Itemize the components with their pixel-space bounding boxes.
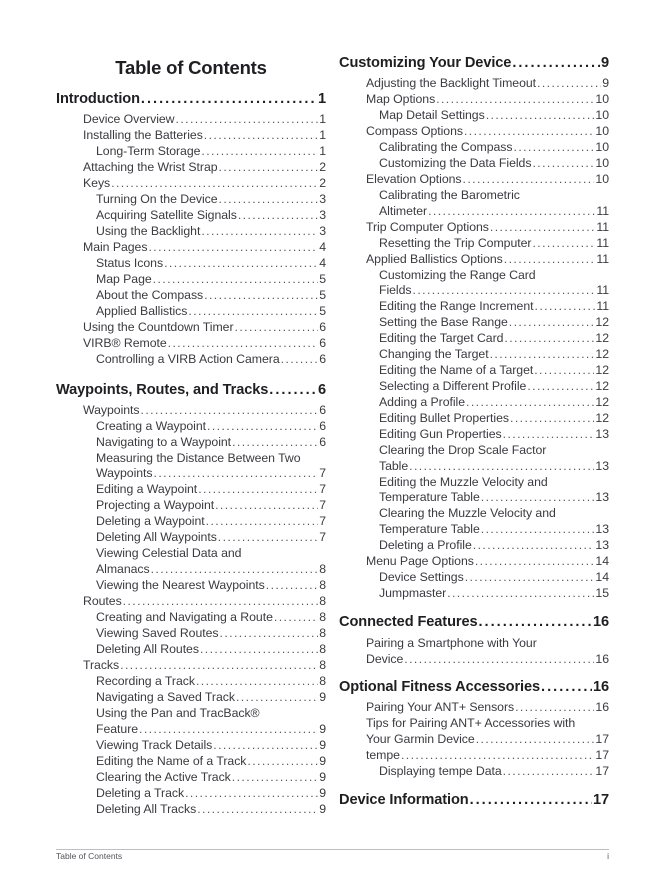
toc-entry[interactable]: [96, 144, 326, 158]
toc-entry[interactable]: [96, 690, 326, 704]
toc-text: Adding a Profile: [379, 395, 466, 409]
toc-entry[interactable]: [366, 124, 609, 138]
toc-page: 3: [319, 224, 326, 238]
toc-text: Editing a Waypoint: [96, 482, 198, 496]
toc-page: 6: [319, 352, 326, 366]
toc-entry[interactable]: [96, 562, 326, 576]
footer-page-number: i: [607, 851, 609, 861]
toc-text: Tips for Pairing ANT+ Accessories with: [366, 716, 576, 730]
toc-entry[interactable]: [379, 379, 609, 393]
toc-page: 6: [319, 403, 326, 417]
toc-section-device-information[interactable]: [339, 792, 609, 808]
toc-text-continued: Altimeter: [379, 204, 428, 218]
toc-text: Map Detail Settings: [379, 108, 485, 122]
toc-entry[interactable]: [379, 459, 609, 473]
toc-text: Device Information: [339, 792, 469, 808]
toc-page: 9: [319, 754, 326, 768]
toc-text: Using the Backlight: [96, 224, 201, 238]
toc-page: 14: [595, 554, 609, 568]
toc-entry[interactable]: [366, 252, 609, 266]
toc-text: Trip Computer Options: [366, 220, 489, 234]
toc-page: 2: [319, 160, 326, 174]
toc-text: Deleting a Track: [96, 786, 185, 800]
toc-text: Device Settings: [379, 570, 464, 584]
toc-page: 3: [319, 208, 326, 222]
toc-text: tempe: [366, 748, 400, 762]
toc-page: 13: [595, 490, 609, 504]
toc-page: 1: [319, 128, 326, 142]
toc-entry[interactable]: [379, 156, 609, 170]
toc-page: 9: [319, 690, 326, 704]
toc-entry[interactable]: [379, 363, 609, 377]
toc-page: 13: [595, 538, 609, 552]
toc-page: 10: [595, 156, 609, 170]
toc-text: Editing Bullet Properties: [379, 411, 509, 425]
toc-entry[interactable]: [379, 427, 609, 441]
toc-text: Calibrating the Compass: [379, 140, 513, 154]
toc-page: 6: [319, 435, 326, 449]
toc-entry[interactable]: [83, 240, 326, 254]
toc-text: Attaching the Wrist Strap: [83, 160, 218, 174]
toc-text: Device Overview: [83, 112, 175, 126]
toc-page: 1: [319, 112, 326, 126]
toc-entry[interactable]: [96, 530, 326, 544]
toc-text: Turning On the Device: [96, 192, 218, 206]
toc-text: Viewing Track Details: [96, 738, 213, 752]
toc-entry[interactable]: [96, 192, 326, 206]
toc-page: 2: [319, 176, 326, 190]
toc-text: Editing Gun Properties: [379, 427, 502, 441]
toc-entry[interactable]: [366, 172, 609, 186]
toc-text: Selecting a Different Profile: [379, 379, 527, 393]
toc-entry[interactable]: [366, 700, 609, 714]
toc-text: Deleting a Profile: [379, 538, 472, 552]
toc-text: Displaying tempe Data: [379, 764, 502, 778]
toc-entry-first-line[interactable]: [96, 546, 326, 560]
toc-entry[interactable]: [96, 208, 326, 222]
toc-text: VIRB® Remote: [83, 336, 167, 350]
toc-text: Measuring the Distance Between Two: [96, 451, 301, 465]
toc-entry[interactable]: [83, 128, 326, 142]
toc-text: Long-Term Storage: [96, 144, 201, 158]
toc-page: 12: [595, 331, 609, 345]
toc-page: 11: [596, 283, 609, 297]
toc-text: Pairing a Smartphone with Your: [366, 636, 537, 650]
toc-entry[interactable]: [96, 754, 326, 768]
toc-page: 5: [319, 304, 326, 318]
toc-text-continued: Device: [366, 652, 404, 666]
toc-entry[interactable]: [83, 112, 326, 126]
toc-entry-first-line[interactable]: [366, 636, 609, 650]
footer-divider: [56, 849, 609, 850]
toc-entry[interactable]: [379, 347, 609, 361]
toc-page: 6: [319, 419, 326, 433]
toc-text: Waypoints: [83, 403, 140, 417]
toc-text: Clearing the Drop Scale Factor: [379, 443, 547, 457]
toc-text: Jumpmaster: [379, 586, 447, 600]
toc-text: Creating and Navigating a Route: [96, 610, 273, 624]
toc-page: 13: [595, 522, 609, 536]
toc-page: 13: [595, 459, 609, 473]
toc-page: 3: [319, 192, 326, 206]
toc-entry[interactable]: [83, 403, 326, 417]
toc-entry[interactable]: [366, 92, 609, 106]
toc-entry[interactable]: [96, 272, 326, 286]
toc-page: 8: [319, 642, 326, 656]
footer-label: Table of Contents: [56, 851, 123, 861]
toc-text-continued: Fields: [379, 283, 412, 297]
toc-text: Customizing the Range Card: [379, 268, 536, 282]
toc-text: Editing the Range Increment: [379, 299, 534, 313]
toc-text: Editing the Name of a Target: [379, 363, 534, 377]
toc-text: Keys: [83, 176, 111, 190]
toc-page: 11: [596, 299, 609, 313]
toc-page: 17: [595, 748, 609, 762]
toc-page: 12: [595, 395, 609, 409]
toc-text: Elevation Options: [366, 172, 462, 186]
toc-page: 12: [595, 363, 609, 377]
toc-text-continued: Temperature Table: [379, 522, 480, 536]
toc-text: Applied Ballistics: [96, 304, 188, 318]
toc-entry[interactable]: [83, 176, 326, 190]
toc-text: Viewing Celestial Data and: [96, 546, 242, 560]
toc-page: 7: [319, 530, 326, 544]
toc-text: About the Compass: [96, 288, 204, 302]
toc-text: Status Icons: [96, 256, 164, 270]
toc-section-customizing[interactable]: [339, 55, 609, 71]
toc-text: Navigating to a Waypoint: [96, 435, 232, 449]
toc-section-introduction[interactable]: [56, 91, 326, 107]
toc-entry[interactable]: [96, 786, 326, 800]
toc-section-optional-fitness[interactable]: [339, 679, 609, 695]
toc-text: Compass Options: [366, 124, 463, 138]
toc-text: Navigating a Saved Track: [96, 690, 235, 704]
toc-entry[interactable]: [379, 315, 609, 329]
toc-text: Pairing Your ANT+ Sensors: [366, 700, 515, 714]
toc-page: 10: [595, 172, 609, 186]
toc-entry[interactable]: [379, 331, 609, 345]
toc-text-continued: Your Garmin Device: [366, 732, 475, 746]
toc-text: Using the Countdown Timer: [83, 320, 234, 334]
toc-entry[interactable]: [96, 770, 326, 784]
toc-page: 9: [319, 802, 326, 816]
toc-section-connected-features[interactable]: [339, 614, 609, 630]
toc-page: 7: [319, 514, 326, 528]
toc-page: 1: [319, 144, 326, 158]
toc-entry[interactable]: [96, 435, 326, 449]
toc-page: 14: [595, 570, 609, 584]
toc-entry[interactable]: [96, 288, 326, 302]
toc-text: Resetting the Trip Computer: [379, 236, 532, 250]
toc-entry[interactable]: [379, 395, 609, 409]
toc-page: 10: [595, 108, 609, 122]
toc-page: 8: [319, 610, 326, 624]
toc-text-continued: Table: [379, 459, 409, 473]
toc-entry[interactable]: [366, 554, 609, 568]
toc-page: 15: [595, 586, 609, 600]
toc-page: 11: [596, 236, 609, 250]
toc-entry[interactable]: [379, 204, 609, 218]
toc-page: 8: [319, 562, 326, 576]
toc-entry-first-line[interactable]: [379, 475, 609, 489]
toc-text: Introduction: [56, 91, 140, 107]
toc-entry-first-line[interactable]: [379, 506, 609, 520]
toc-text: Clearing the Active Track: [96, 770, 231, 784]
toc-page: 11: [596, 252, 609, 266]
toc-entry[interactable]: [96, 738, 326, 752]
toc-text: Changing the Target: [379, 347, 489, 361]
toc-text: Viewing Saved Routes: [96, 626, 219, 640]
toc-entry[interactable]: [379, 570, 609, 584]
toc-entry[interactable]: [379, 538, 609, 552]
toc-entry[interactable]: [96, 514, 326, 528]
toc-text: Deleting All Routes: [96, 642, 199, 656]
toc-page: 10: [595, 140, 609, 154]
toc-page: 12: [595, 411, 609, 425]
toc-text: Customizing Your Device: [339, 55, 512, 71]
toc-page: 1: [317, 91, 326, 107]
toc-text: Waypoints, Routes, and Tracks: [56, 382, 269, 398]
toc-entry[interactable]: [96, 256, 326, 270]
toc-text: Calibrating the Barometric: [379, 188, 520, 202]
toc-page: 9: [600, 55, 609, 71]
toc-text: Acquiring Satellite Signals: [96, 208, 237, 222]
page-title: Table of Contents: [115, 57, 267, 78]
toc-text: Deleting a Waypoint: [96, 514, 205, 528]
toc-entry[interactable]: [366, 652, 609, 666]
toc-entry[interactable]: [379, 299, 609, 313]
toc-entry[interactable]: [379, 522, 609, 536]
toc-page: 7: [319, 466, 326, 480]
toc-text: Editing the Target Card: [379, 331, 504, 345]
toc-entry[interactable]: [366, 76, 609, 90]
toc-page: 4: [319, 256, 326, 270]
toc-text-continued: Feature: [96, 722, 139, 736]
toc-entry[interactable]: [379, 586, 609, 600]
toc-page: 17: [592, 792, 609, 808]
toc-page: 7: [319, 482, 326, 496]
toc-entry-first-line[interactable]: [96, 451, 326, 465]
toc-entry[interactable]: [366, 748, 609, 762]
toc-text: Deleting All Waypoints: [96, 530, 217, 544]
toc-entry-first-line[interactable]: [379, 443, 609, 457]
toc-page: 17: [595, 764, 609, 778]
toc-entry[interactable]: [96, 482, 326, 496]
toc-page: 16: [592, 679, 609, 695]
toc-entry[interactable]: [96, 674, 326, 688]
toc-text: Editing the Name of a Track: [96, 754, 247, 768]
toc-entry-first-line[interactable]: [96, 706, 326, 720]
toc-page: 10: [595, 124, 609, 138]
toc-page: 17: [595, 732, 609, 746]
toc-entry[interactable]: [379, 764, 609, 778]
toc-page: 5: [319, 272, 326, 286]
toc-page: 12: [595, 315, 609, 329]
toc-text: Clearing the Muzzle Velocity and: [379, 506, 556, 520]
toc-text: Connected Features: [339, 614, 478, 630]
toc-page: 11: [596, 220, 609, 234]
toc-entry[interactable]: [96, 610, 326, 624]
toc-page: 6: [319, 336, 326, 350]
toc-entry[interactable]: [96, 498, 326, 512]
toc-text: Customizing the Data Fields: [379, 156, 532, 170]
toc-page: 16: [592, 614, 609, 630]
toc-entry[interactable]: [83, 658, 326, 672]
toc-entry[interactable]: [96, 802, 326, 816]
toc-text: Recording a Track: [96, 674, 195, 688]
toc-entry[interactable]: [379, 108, 609, 122]
toc-page: 11: [596, 204, 609, 218]
toc-text: Map Page: [96, 272, 152, 286]
toc-text-continued: Waypoints: [96, 466, 153, 480]
toc-entry[interactable]: [379, 490, 609, 504]
toc-page: 7: [319, 498, 326, 512]
toc-page: 8: [319, 594, 326, 608]
toc-page: 8: [319, 626, 326, 640]
toc-page: 9: [602, 76, 609, 90]
toc-page: 13: [595, 427, 609, 441]
toc-text: Menu Page Options: [366, 554, 474, 568]
toc-entry[interactable]: [379, 411, 609, 425]
toc-page: 4: [319, 240, 326, 254]
toc-text: Optional Fitness Accessories: [339, 679, 541, 695]
toc-entry[interactable]: [83, 160, 326, 174]
toc-entry[interactable]: [83, 594, 326, 608]
toc-text: Controlling a VIRB Action Camera: [96, 352, 280, 366]
toc-entry[interactable]: [379, 283, 609, 297]
toc-page: 12: [595, 347, 609, 361]
toc-page: 16: [595, 652, 609, 666]
toc-text: Installing the Batteries: [83, 128, 203, 142]
toc-entry[interactable]: [96, 642, 326, 656]
toc-text: Projecting a Waypoint: [96, 498, 215, 512]
toc-entry[interactable]: [96, 419, 326, 433]
toc-text: Deleting All Tracks: [96, 802, 197, 816]
toc-text-continued: Temperature Table: [379, 490, 480, 504]
toc-page: 9: [319, 770, 326, 784]
toc-section-waypoints-routes-tracks[interactable]: [56, 382, 326, 398]
toc-page: 9: [319, 738, 326, 752]
toc-page: 16: [595, 700, 609, 714]
toc-text: Map Options: [366, 92, 436, 106]
toc-text: Viewing the Nearest Waypoints: [96, 578, 265, 592]
toc-entry[interactable]: [96, 578, 326, 592]
toc-entry[interactable]: [379, 140, 609, 154]
toc-entry[interactable]: [96, 352, 326, 366]
toc-entry-first-line[interactable]: [379, 268, 609, 282]
toc-entry-first-line[interactable]: [379, 188, 609, 202]
toc-page: 6: [319, 320, 326, 334]
toc-text: Using the Pan and TracBack®: [96, 706, 260, 720]
toc-text: Setting the Base Range: [379, 315, 508, 329]
toc-page: 5: [319, 288, 326, 302]
toc-page: 9: [319, 722, 326, 736]
toc-entry[interactable]: [366, 732, 609, 746]
toc-page: 9: [319, 786, 326, 800]
toc-text: Routes: [83, 594, 122, 608]
toc-page: 8: [319, 674, 326, 688]
toc-entry[interactable]: [83, 336, 326, 350]
toc-page: 8: [319, 658, 326, 672]
toc-page: 8: [319, 578, 326, 592]
toc-text: Editing the Muzzle Velocity and: [379, 475, 548, 489]
toc-entry[interactable]: [83, 320, 326, 334]
toc-page: 6: [317, 382, 326, 398]
toc-entry[interactable]: [96, 626, 326, 640]
toc-entry[interactable]: [379, 236, 609, 250]
toc-entry[interactable]: [96, 224, 326, 238]
toc-text-continued: Almanacs: [96, 562, 150, 576]
toc-text: Applied Ballistics Options: [366, 252, 503, 266]
toc-entry[interactable]: [96, 722, 326, 736]
toc-text: Adjusting the Backlight Timeout: [366, 76, 537, 90]
toc-page: 12: [595, 379, 609, 393]
toc-entry[interactable]: [96, 304, 326, 318]
toc-text: Main Pages: [83, 240, 148, 254]
toc-page: 10: [595, 92, 609, 106]
toc-entry[interactable]: [366, 220, 609, 234]
toc-entry-first-line[interactable]: [366, 716, 609, 730]
toc-entry[interactable]: [96, 466, 326, 480]
toc-text: Tracks: [83, 658, 120, 672]
toc-text: Creating a Waypoint: [96, 419, 207, 433]
